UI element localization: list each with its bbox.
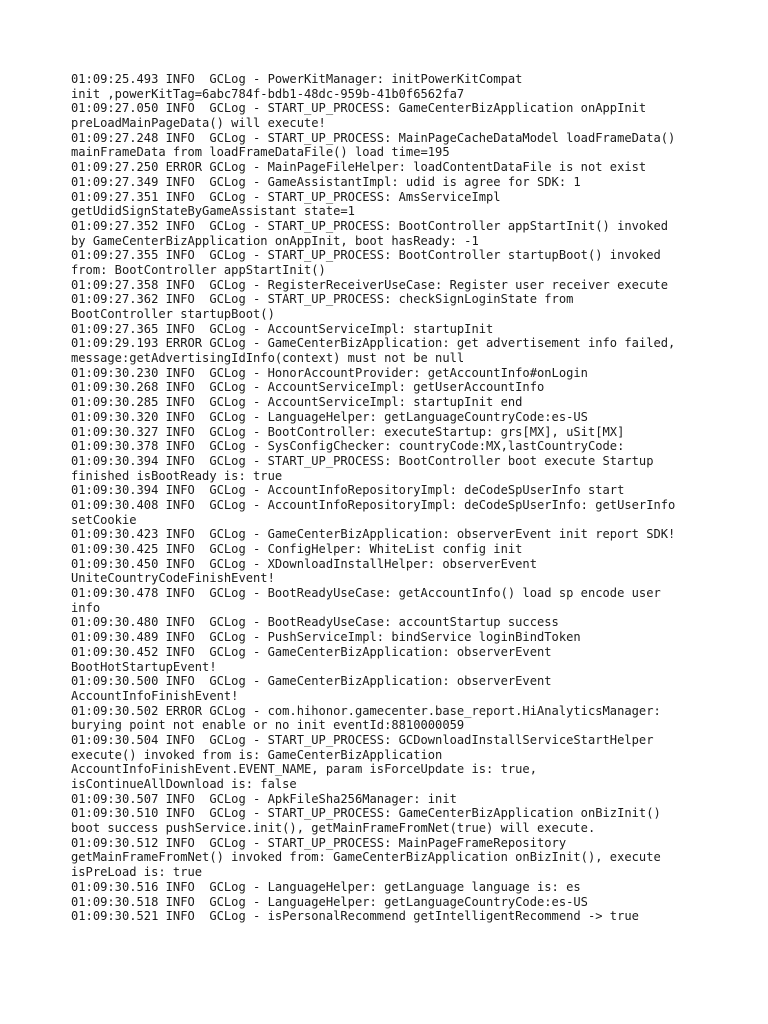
log-line: setCookie — [71, 512, 137, 527]
log-line: 01:09:30.504 INFO GCLog - START_UP_PROCESS: GCDownloadInstallServiceStartHelper — [71, 732, 654, 747]
log-line: isContinueAllDownload is: false — [71, 777, 297, 791]
log-line: BootHotStartupEvent! — [71, 659, 217, 674]
log-line: from: BootController appStartInit() — [71, 262, 326, 277]
document-page — [71, 72, 711, 924]
log-line: by GameCenterBizApplication onAppInit, boot hasReady: -1 — [71, 233, 479, 248]
log-line: 01:09:30.327 INFO GCLog - BootController: executeStartup: grs[MX], uSit[MX] — [71, 424, 625, 439]
log-line: AccountInfoFinishEvent.EVENT_NAME, param isForceUpdate is: true, — [71, 762, 537, 777]
log-line: isPreLoad is: true — [71, 865, 203, 880]
log-line: getMainFrameFromNet() invoked from: GameCenterBizApplication onBizInit(), execute — [71, 850, 661, 865]
log-line: mainFrameData from loadFrameDataFile() load time=195 — [71, 145, 450, 160]
log-line: 01:09:30.230 INFO GCLog - HonorAccountProvider: getAccountInfo#onLogin — [71, 365, 588, 380]
log-line: 01:09:30.478 INFO GCLog - BootReadyUseCase: getAccountInfo() load sp encode user — [71, 586, 661, 601]
log-line: 01:09:30.516 INFO GCLog - LanguageHelper: getLanguage language is: es — [71, 879, 581, 894]
log-line: 01:09:30.518 INFO GCLog - LanguageHelper: getLanguageCountryCode:es-US — [71, 894, 588, 909]
log-line: 01:09:30.489 INFO GCLog - PushServiceImpl: bindService loginBindToken — [71, 630, 581, 645]
log-line: 01:09:30.500 INFO GCLog - GameCenterBizApplication: observerEvent — [71, 674, 552, 689]
log-line: 01:09:30.425 INFO GCLog - ConfigHelper: WhiteList config init — [71, 542, 523, 556]
log-line: 01:09:30.394 INFO GCLog - START_UP_PROCESS: BootController boot execute Startup — [71, 453, 654, 468]
log-line: 01:09:27.355 INFO GCLog - START_UP_PROCESS: BootController startupBoot() invoked — [71, 248, 661, 263]
log-line: 01:09:30.507 INFO GCLog - ApkFileSha256Manager: init — [71, 791, 457, 806]
log-line: 01:09:30.450 INFO GCLog - XDownloadInstallHelper: observerEvent — [71, 556, 537, 571]
log-line: 01:09:27.248 INFO GCLog - START_UP_PROCESS: MainPageCacheDataModel loadFrameData() — [71, 130, 676, 145]
log-line: 01:09:30.510 INFO GCLog - START_UP_PROCESS: GameCenterBizApplication onBizInit() — [71, 806, 661, 821]
log-line: info — [71, 600, 101, 615]
log-line: 01:09:30.378 INFO GCLog - SysConfigChecker: countryCode:MX,lastCountryCode: — [71, 439, 625, 454]
log-line: 01:09:30.452 INFO GCLog - GameCenterBizApplication: observerEvent — [71, 644, 552, 659]
log-text-block — [71, 72, 711, 924]
log-line: burying point not enable or no init eventId:8810000059 — [71, 718, 465, 733]
log-line: getUdidSignStateByGameAssistant state=1 — [71, 204, 355, 219]
log-line: 01:09:27.365 INFO GCLog - AccountServiceImpl: startupInit — [71, 321, 494, 336]
log-line: init ,powerKitTag=6abc784f-bdb1-48dc-959b-41b0f6562fa7 — [71, 86, 465, 101]
log-line: AccountInfoFinishEvent! — [71, 688, 239, 703]
log-line: 01:09:30.408 INFO GCLog - AccountInfoRepositoryImpl: deCodeSpUserInfo: getUserInfo — [71, 497, 676, 512]
log-line: 01:09:30.320 INFO GCLog - LanguageHelper: getLanguageCountryCode:es-US — [71, 409, 588, 424]
log-line: 01:09:30.512 INFO GCLog - START_UP_PROCESS: MainPageFrameRepository — [71, 835, 567, 850]
log-line: 01:09:27.362 INFO GCLog - START_UP_PROCESS: checkSignLoginState from — [71, 292, 574, 307]
log-line: execute() invoked from is: GameCenterBizApplication — [71, 747, 443, 762]
log-line: 01:09:29.193 ERROR GCLog - GameCenterBizApplication: get advertisement info failed, — [71, 336, 676, 351]
log-line: 01:09:27.352 INFO GCLog - START_UP_PROCESS: BootController appStartInit() invoked — [71, 218, 669, 233]
log-line: 01:09:27.358 INFO GCLog - RegisterReceiverUseCase: Register user receiver execute — [71, 277, 669, 292]
log-line: 01:09:30.423 INFO GCLog - GameCenterBizApplication: observerEvent init report SDK! — [71, 527, 676, 542]
log-line: finished isBootReady is: true — [71, 468, 283, 483]
log-line: BootController startupBoot() — [71, 307, 275, 321]
log-line: preLoadMainPageData() will execute! — [71, 116, 326, 131]
log-line: 01:09:30.521 INFO GCLog - isPersonalRecommend getIntelligentRecommend -> true — [71, 909, 639, 924]
log-line: UniteCountryCodeFinishEvent! — [71, 571, 275, 586]
log-line: 01:09:27.250 ERROR GCLog - MainPageFileHelper: loadContentDataFile is not exist — [71, 160, 647, 175]
log-line: 01:09:30.268 INFO GCLog - AccountServiceImpl: getUserAccountInfo — [71, 380, 545, 395]
log-line: boot success pushService.init(), getMainFrameFromNet(true) will execute. — [71, 821, 596, 836]
log-line: 01:09:30.502 ERROR GCLog - com.hihonor.gamecenter.base_report.HiAnalyticsManager: — [71, 703, 661, 718]
log-line: 01:09:30.480 INFO GCLog - BootReadyUseCase: accountStartup success — [71, 615, 559, 630]
log-line: 01:09:27.351 INFO GCLog - START_UP_PROCESS: AmsServiceImpl — [71, 189, 501, 204]
log-line: 01:09:30.394 INFO GCLog - AccountInfoRepositoryImpl: deCodeSpUserInfo start — [71, 483, 625, 498]
log-line: 01:09:30.285 INFO GCLog - AccountServiceImpl: startupInit end — [71, 395, 523, 410]
log-line: 01:09:25.493 INFO GCLog - PowerKitManager: initPowerKitCompat — [71, 72, 523, 86]
log-line: message:getAdvertisingIdInfo(context) must not be null — [71, 351, 465, 366]
log-line: 01:09:27.050 INFO GCLog - START_UP_PROCESS: GameCenterBizApplication onAppInit — [71, 101, 647, 116]
log-line: 01:09:27.349 INFO GCLog - GameAssistantImpl: udid is agree for SDK: 1 — [71, 174, 581, 189]
